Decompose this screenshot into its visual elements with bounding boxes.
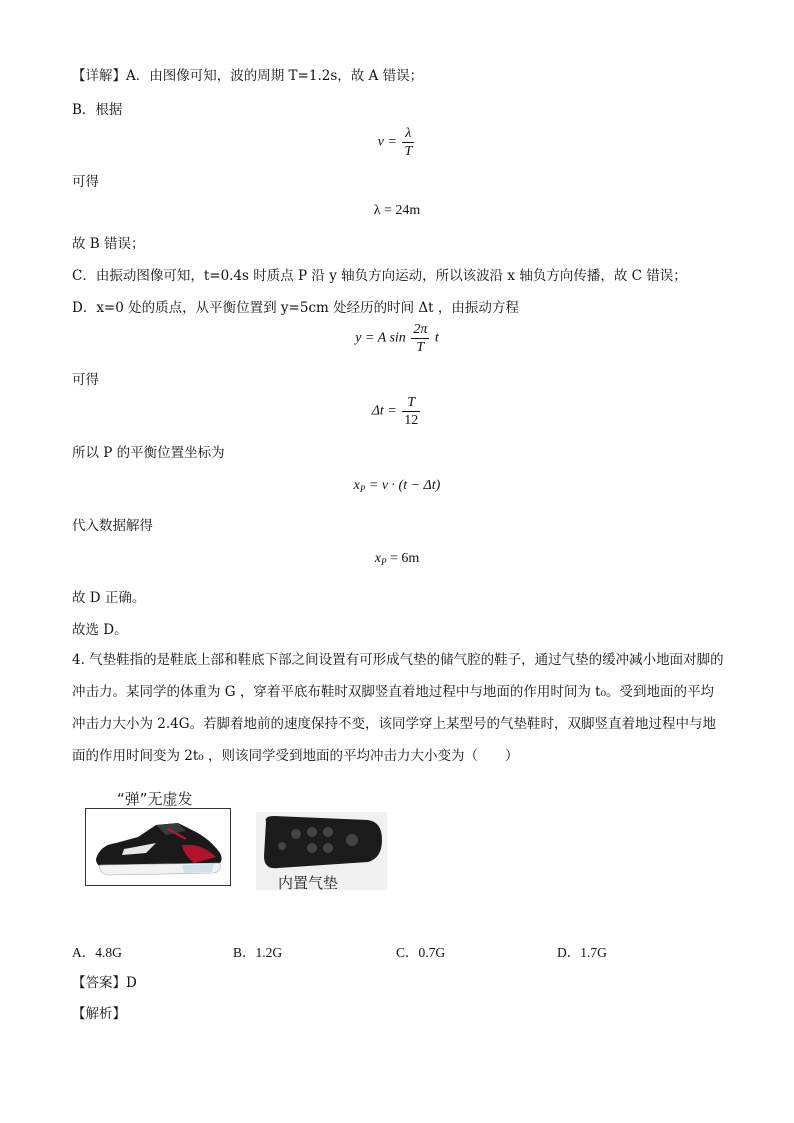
option-d[interactable]: D．1.7G (557, 945, 607, 960)
sneaker-image (85, 808, 231, 886)
analysis-label: 【解析】 (72, 1006, 126, 1022)
text-line: 可得 (72, 174, 99, 190)
option-b[interactable]: B．1.2G (233, 945, 283, 960)
figure-caption-shoe: “弹”无虚发 (117, 790, 193, 808)
text-line: 【详解】A．由图像可知，波的周期 T=1.2s，故 A 错误； (72, 68, 424, 84)
equation-velocity: v = $\frac{\lambda}{T}$ (377, 126, 413, 159)
equation-position: $x_P = v \cdot (t - \Delta t)$ (353, 478, 441, 494)
text-line: D．x=0 处的质点，从平衡位置到 y=5cm 处经历的时间 Δt ，由振动方程 (72, 300, 519, 316)
text-line: 代入数据解得 (72, 518, 153, 534)
figure-caption-insole: 内置气垫 (278, 874, 339, 892)
fraction: $\frac{\lambda}{T}$ (404, 126, 413, 159)
text-line: C．由振动图像可知，t=0.4s 时质点 P 沿 y 轴负方向运动，所以该波沿 x 轴负方向传播，故 C 错误； (72, 268, 687, 284)
equation-wavelength: λ = 24m (373, 203, 421, 218)
text-line: 所以 P 的平衡位置坐标为 (72, 445, 225, 461)
text-line: 故 B 错误； (72, 236, 145, 252)
sneaker-icon (86, 809, 230, 885)
answer-label: 【答案】D (72, 975, 137, 991)
option-c[interactable]: C．0.7G (396, 945, 446, 960)
equation-vibration: y = A sin $\frac{2\pi}{T}$ t (355, 322, 439, 355)
text-line: 故选 D。 (72, 622, 128, 638)
equation-result: $x_P = 6m$ (374, 551, 420, 567)
equation-delta-t: Δt = $\frac{T}{12}$ (371, 395, 419, 428)
text-line: 可得 (72, 372, 99, 388)
fraction: $\frac{T}{12}$ (404, 395, 419, 428)
option-a[interactable]: A．4.8G (72, 945, 122, 960)
text-line: 故 D 正确。 (72, 590, 146, 606)
question-text: 4. 气垫鞋指的是鞋底上部和鞋底下部之间设置有可形成气垫的储气腔的鞋子，通过气垫的缓冲减小地面对脚的冲击力。某同学的体重为 G ，穿着平底布鞋时双脚竖直着地过程中与地面的作用时间为 t₀。受到地面的平均冲击力大小为 2.4G。若脚着地前的速度保持不变，该同学穿上某型号的气垫鞋时，双脚竖直着地过程中与地面的作用时间变为 2t₀ ，则该同学受到地面的平均冲击力大小变为（ ） (72, 652, 724, 764)
text-line: B．根据 (72, 102, 123, 118)
fraction: $\frac{2\pi}{T}$ (413, 322, 428, 355)
